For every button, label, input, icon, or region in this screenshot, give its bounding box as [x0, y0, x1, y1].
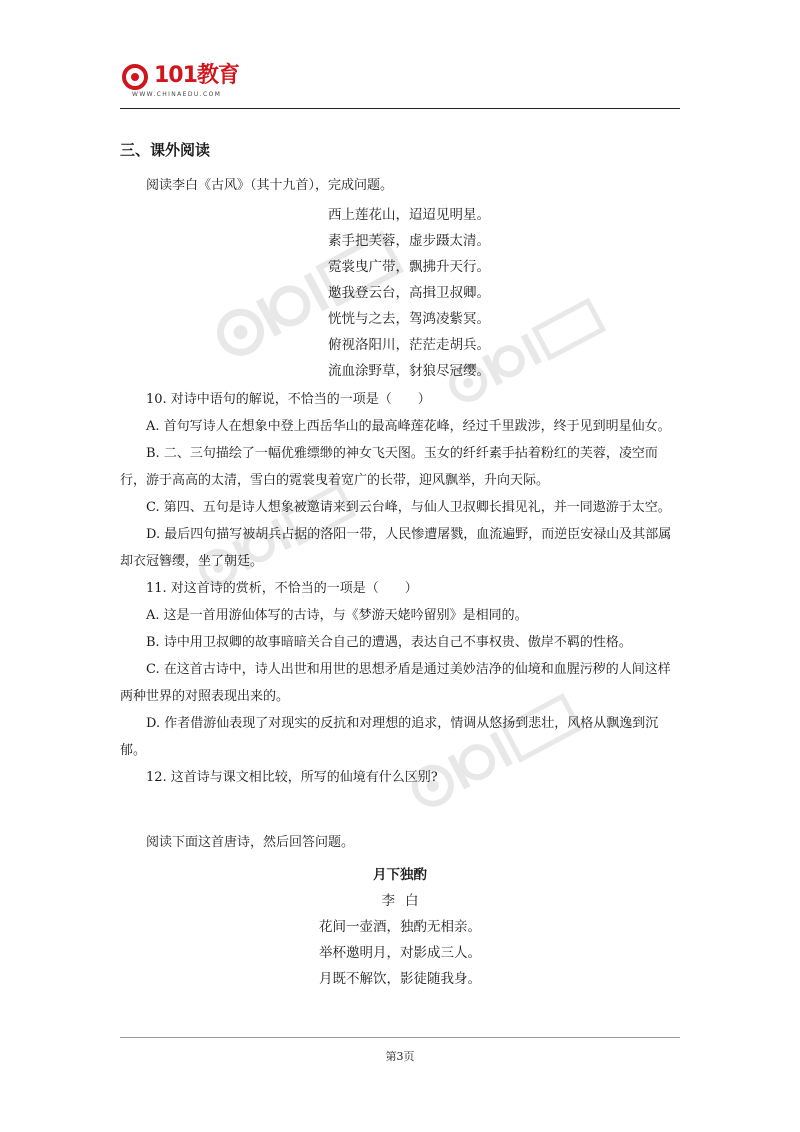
question-11-option-c: C. 在这首古诗中，诗人出世和用世的思想矛盾是通过美妙洁净的仙境和血腥污秽的人间这样两种世界的对照表现出来的。	[120, 662, 671, 704]
poem-line: 邀我登云台，高揖卫叔卿。	[328, 285, 490, 301]
section-title: 三、课外阅读	[120, 141, 211, 159]
question-11-stem: 11. 对这首诗的赏析，不恰当的一项是（ ）	[146, 581, 418, 596]
question-10-option-d: D. 最后四句描写被胡兵占据的洛阳一带，人民惨遭屠戮，血流遍野，而逆臣安禄山及其部属却衣冠簪缨，坐了朝廷。	[120, 527, 672, 569]
header-divider	[120, 108, 680, 109]
answer-space	[120, 791, 680, 829]
poem-author: 李白	[381, 893, 429, 909]
poem-yuexiaduzhuo	[120, 862, 680, 992]
reading-intro-2: 阅读下面这首唐诗，然后回答问题。	[146, 835, 355, 850]
question-11-option-d: D. 作者借游仙表现了对现实的反抗和对理想的追求，情调从悠扬到悲壮，风格从飘逸到沉郁。	[120, 716, 659, 758]
question-11-option-a: A. 这是一首用游仙体写的古诗，与《梦游天姥吟留别》是相同的。	[146, 608, 528, 623]
poem-line: 流血涂野草，豺狼尽冠缨。	[328, 363, 490, 379]
poem-line: 俯视洛阳川，茫茫走胡兵。	[328, 337, 490, 353]
poem-line: 花间一壶酒，独酌无相亲。	[319, 919, 481, 935]
page-header	[120, 60, 680, 110]
poem-line: 恍恍与之去，驾鸿凌紫冥。	[328, 311, 490, 327]
poem-gufeng	[328, 202, 680, 384]
poem-line: 举杯邀明月，对影成三人。	[319, 945, 481, 961]
footer-divider	[120, 1037, 680, 1038]
question-10-stem: 10. 对诗中语句的解说，不恰当的一项是（ ）	[146, 392, 431, 407]
poem-line: 素手把芙蓉，虚步蹑太清。	[328, 233, 490, 249]
brand-logo	[120, 60, 260, 105]
question-10-option-c: C. 第四、五句是诗人想象被邀请来到云台峰，与仙人卫叔卿长揖见礼，并一同遨游于太空。	[146, 500, 671, 515]
reading-intro: 阅读李白《古风》（其十九首），完成问题。	[146, 178, 394, 193]
document-body	[120, 138, 680, 992]
question-12-stem: 12. 这首诗与课文相比较，所写的仙境有什么区别?	[146, 770, 438, 785]
question-10-option-a: A. 首句写诗人在想象中登上西岳华山的最高峰莲花峰，经过千里跋涉，终于见到明星仙女。	[146, 419, 671, 434]
logo-url: WWW.CHINAEDU.COM	[132, 91, 222, 98]
poem-title: 月下独酌	[373, 867, 427, 883]
poem-line: 西上莲花山，迢迢见明星。	[328, 207, 490, 223]
logo-ring-icon	[120, 64, 150, 90]
page-number: 第3页	[385, 1050, 415, 1063]
poem-line: 霓裳曳广带，飘拂升天行。	[328, 259, 490, 275]
logo-text: 101教育	[154, 63, 239, 88]
question-10-option-b: B. 二、三句描绘了一幅优雅缥缈的神女飞天图。玉女的纤纤素手拈着粉红的芙蓉，凌空而行，游于高高的太清，雪白的霓裳曳着宽广的长带，迎风飘举，升向天际。	[120, 446, 658, 488]
poem-line: 月既不解饮，影徒随我身。	[319, 971, 481, 987]
question-11-option-b: B. 诗中用卫叔卿的故事暗暗关合自己的遭遇，表达自己不事权贵、傲岸不羁的性格。	[146, 635, 632, 650]
